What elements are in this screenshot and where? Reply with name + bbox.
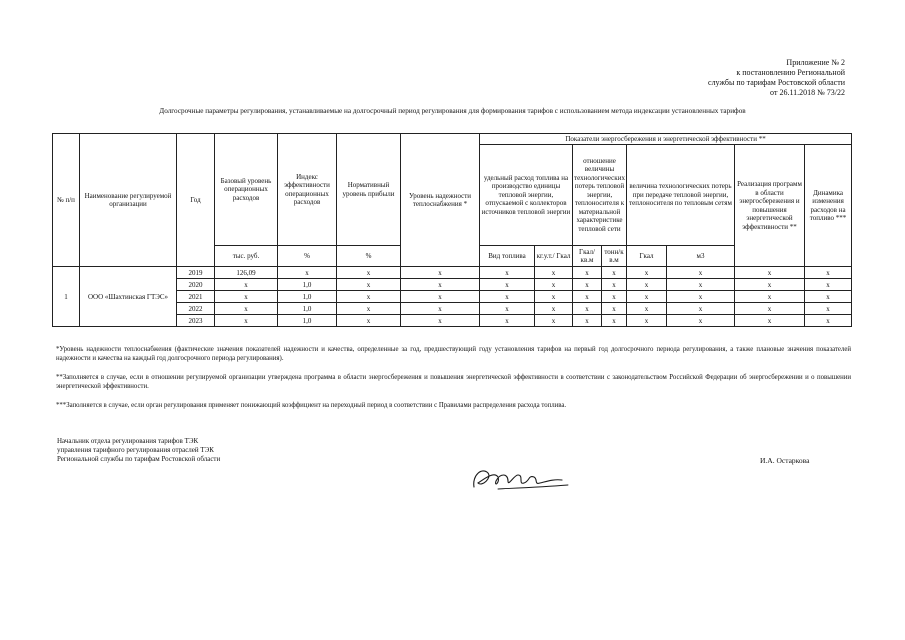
cell-fuel: x — [535, 303, 573, 315]
cell-fuel: x — [535, 279, 573, 291]
cell-dynamics: x — [805, 291, 852, 303]
cell-loss-gcal: x — [627, 315, 667, 327]
header-fuel-dynamics: Динамика изменения расходов на топливо *** — [805, 145, 852, 267]
appendix-header — [708, 58, 845, 98]
cell-program: x — [735, 303, 805, 315]
cell-fuel-type: x — [480, 291, 535, 303]
signer-line-2: управления тарифного регулирования отраслей ТЭК — [57, 446, 214, 454]
handwritten-signature — [468, 461, 578, 495]
unit-fuel: кг.у.т./ Гкал — [535, 246, 573, 267]
unit-index: % — [278, 246, 337, 267]
unit-loss-ton: тонн/к в.м — [602, 246, 627, 267]
cell-fuel: x — [535, 315, 573, 327]
cell-loss-gcal: x — [627, 291, 667, 303]
footnote-energy-program: **Заполняется в случае, если в отношении регулируемой организации утверждена программа в области энергосбережения и повышения энергетической эффективности в соответствии с законодательством Российской Федерации об энергосбережении и о повышении энергетической эффективности. — [56, 374, 851, 390]
cell-loss-ton: x — [602, 291, 627, 303]
cell-reliability: x — [401, 291, 480, 303]
cell-fuel-type: x — [480, 267, 535, 279]
header-reliability: Уровень надежности теплоснабжения * — [401, 134, 480, 267]
appendix-line-1: Приложение № 2 — [786, 58, 845, 67]
parameters-table — [52, 133, 852, 327]
unit-loss-ratio: Гкал/ кв.м — [573, 246, 602, 267]
signer-name: И.А. Остаркова — [760, 456, 810, 465]
header-num: № п/п — [53, 134, 80, 267]
cell-loss-ratio: x — [573, 291, 602, 303]
cell-profit: x — [337, 303, 401, 315]
cell-loss-ton: x — [602, 303, 627, 315]
cell-fuel: x — [535, 267, 573, 279]
cell-fuel: x — [535, 291, 573, 303]
cell-program: x — [735, 267, 805, 279]
cell-index: 1,0 — [278, 315, 337, 327]
signer-position — [57, 437, 220, 464]
unit-base: тыс. руб. — [215, 246, 278, 267]
cell-index: 1,0 — [278, 303, 337, 315]
cell-dynamics: x — [805, 279, 852, 291]
cell-loss-ton: x — [602, 315, 627, 327]
header-program: Реализация программ в области энергосбережения и повышения энергетической эффективности ** — [735, 145, 805, 267]
cell-year: 2021 — [177, 291, 215, 303]
cell-program: x — [735, 291, 805, 303]
document-title: Долгосрочные параметры регулирования, устанавливаемые на долгосрочный период регулирования для формирования тарифов с использованием метода индексации установленных тарифов — [159, 107, 746, 115]
cell-loss-ratio: x — [573, 267, 602, 279]
signer-line-3: Региональной службы по тарифам Ростовской области — [57, 455, 221, 463]
cell-loss-m3: x — [667, 279, 735, 291]
header-base-costs: Базовый уровень операционных расходов — [215, 134, 278, 246]
cell-reliability: x — [401, 267, 480, 279]
header-efficiency-index: Индекс эффективности операционных расходов — [278, 134, 337, 246]
header-org: Наименование регулируемой организации — [80, 134, 177, 267]
cell-loss-ratio: x — [573, 279, 602, 291]
cell-loss-gcal: x — [627, 279, 667, 291]
header-loss-value: величина технологических потерь при передаче тепловой энергии, теплоносителя по тепловым сетям — [627, 145, 735, 246]
cell-base: x — [215, 291, 278, 303]
cell-index: 1,0 — [278, 279, 337, 291]
signer-line-1: Начальник отдела регулирования тарифов ТЭК — [57, 437, 199, 445]
header-profit: Нормативный уровень прибыли — [337, 134, 401, 246]
cell-reliability: x — [401, 315, 480, 327]
cell-loss-m3: x — [667, 291, 735, 303]
cell-loss-ratio: x — [573, 303, 602, 315]
cell-base: x — [215, 303, 278, 315]
footnote-fuel-dynamics: ***Заполняется в случае, если орган регулирования применяет понижающий коэффициент на переходный период в соответствии с Правилами распределения расхода топлива. — [56, 402, 567, 409]
cell-index: x — [278, 267, 337, 279]
cell-profit: x — [337, 279, 401, 291]
cell-loss-m3: x — [667, 303, 735, 315]
cell-reliability: x — [401, 279, 480, 291]
cell-reliability: x — [401, 303, 480, 315]
cell-base: x — [215, 315, 278, 327]
cell-year: 2022 — [177, 303, 215, 315]
cell-loss-gcal: x — [627, 303, 667, 315]
cell-year: 2020 — [177, 279, 215, 291]
cell-profit: x — [337, 267, 401, 279]
table-row — [53, 267, 852, 279]
unit-loss-m3: м3 — [667, 246, 735, 267]
cell-loss-m3: x — [667, 315, 735, 327]
header-loss-ratio: отношение величины технологических потерь тепловой энергии, теплоносителя к материальной характеристике тепловой сети — [573, 145, 627, 246]
cell-year: 2019 — [177, 267, 215, 279]
cell-loss-m3: x — [667, 267, 735, 279]
cell-year: 2023 — [177, 315, 215, 327]
cell-profit: x — [337, 291, 401, 303]
org-name: ООО «Шахтинская ГТЭС» — [80, 267, 177, 327]
header-year: Год — [177, 134, 215, 267]
cell-fuel-type: x — [480, 315, 535, 327]
cell-fuel-type: x — [480, 303, 535, 315]
appendix-line-3: службы по тарифам Ростовской области — [708, 78, 845, 87]
appendix-line-2: к постановлению Региональной — [736, 68, 845, 77]
cell-profit: x — [337, 315, 401, 327]
cell-loss-ton: x — [602, 279, 627, 291]
cell-program: x — [735, 315, 805, 327]
cell-dynamics: x — [805, 315, 852, 327]
cell-dynamics: x — [805, 267, 852, 279]
cell-index: 1,0 — [278, 291, 337, 303]
unit-profit: % — [337, 246, 401, 267]
appendix-line-4: от 26.11.2018 № 73/22 — [770, 88, 845, 97]
cell-loss-ratio: x — [573, 315, 602, 327]
cell-dynamics: x — [805, 303, 852, 315]
header-fuel-consumption: удельный расход топлива на производство единицы тепловой энергии, отпускаемой с коллекторов источников тепловой энергии — [480, 145, 573, 246]
cell-program: x — [735, 279, 805, 291]
cell-fuel-type: x — [480, 279, 535, 291]
cell-loss-ton: x — [602, 267, 627, 279]
unit-loss-gcal: Гкал — [627, 246, 667, 267]
footnote-reliability: *Уровень надежности теплоснабжения (фактические значения показателей надежности и качества, определенные за год, предшествующий году установления тарифов на первый год долгосрочного периода регулирования, а также плановые значения показателей надежности и качества на каждый год долгосрочного периода регулирования). — [56, 346, 851, 362]
footnotes — [56, 345, 851, 420]
cell-base: 126,09 — [215, 267, 278, 279]
cell-loss-gcal: x — [627, 267, 667, 279]
cell-base: x — [215, 279, 278, 291]
header-energy-group: Показатели энергосбережения и энергетической эффективности ** — [480, 134, 852, 145]
unit-fuel-type: Вид топлива — [480, 246, 535, 267]
org-number: 1 — [53, 267, 80, 327]
